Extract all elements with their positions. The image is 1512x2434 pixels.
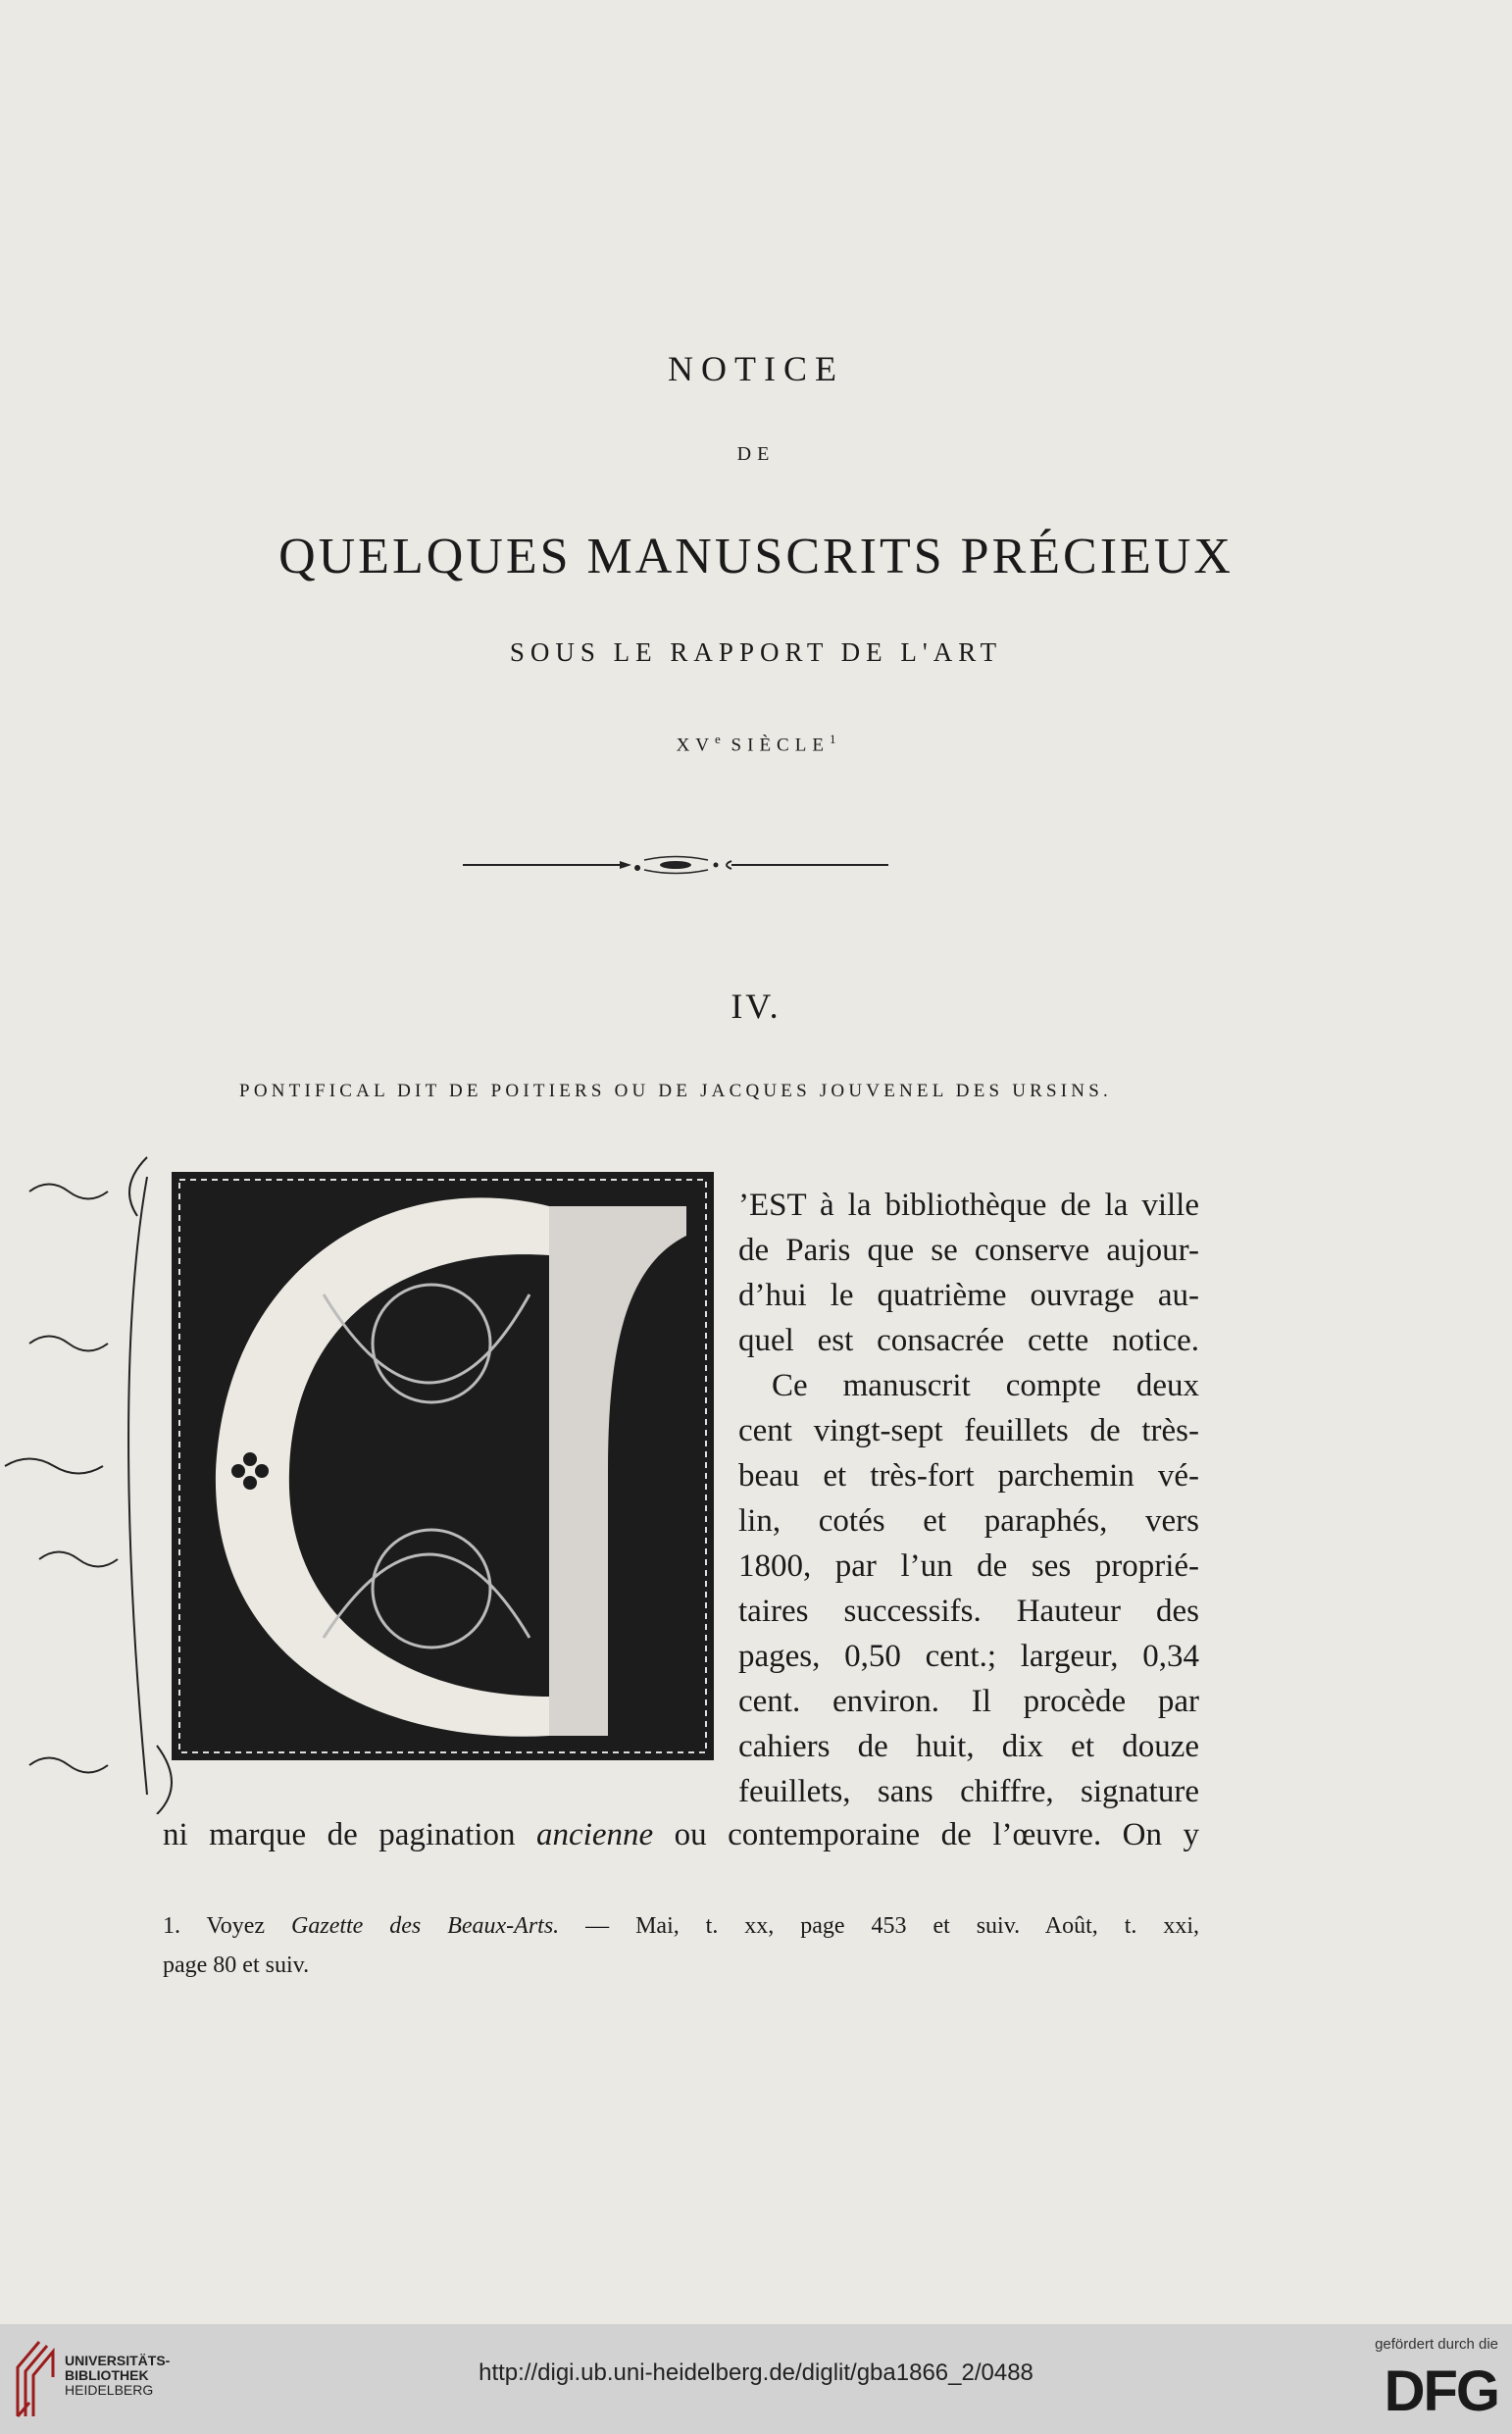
body-line: Ce manuscrit compte deux xyxy=(772,1368,1199,1403)
section-number: IV. xyxy=(731,987,781,1026)
footer-bar xyxy=(0,2324,1512,2434)
body-line: cent. environ. Il procède par xyxy=(738,1684,1199,1719)
body-line: pages, 0,50 cent.; largeur, 0,34 xyxy=(738,1639,1199,1674)
body-line: cahiers de huit, dix et douze xyxy=(738,1729,1199,1764)
text: 1. Voyez xyxy=(163,1913,292,1939)
library-line1: UNIVERSITÄTS- xyxy=(65,2353,171,2368)
century-sup: e xyxy=(715,732,721,746)
body-line: lin, cotés et paraphés, vers xyxy=(738,1503,1199,1539)
body-line: feuillets, sans chiffre, signature xyxy=(738,1774,1199,1809)
illuminated-initial-c xyxy=(0,1147,721,1814)
body-line-last xyxy=(163,1812,1199,1857)
body-line: quel est consacrée cette notice. xyxy=(738,1323,1199,1358)
footnote xyxy=(163,1906,1199,1946)
body-line: d’hui le quatrième ouvrage au- xyxy=(738,1278,1199,1313)
section-heading: PONTIFICAL DIT DE POITIERS OU DE JACQUES JOUVENEL DES URSINS. xyxy=(239,1081,1112,1101)
footnote-ref[interactable]: 1 xyxy=(829,732,836,746)
century-line xyxy=(0,732,1512,756)
library-line3: HEIDELBERG xyxy=(65,2382,154,2398)
century: XV xyxy=(676,735,716,756)
body-line: de Paris que se conserve aujour- xyxy=(738,1233,1199,1268)
body-line: beau et très-fort parchemin vé- xyxy=(738,1458,1199,1494)
siecle: SIÈCLE xyxy=(731,735,830,756)
page-title: QUELQUES MANUSCRITS PRÉCIEUX xyxy=(278,529,1234,584)
heading-notice: NOTICE xyxy=(668,349,844,388)
text: ou contemporaine de l’œuvre. On y xyxy=(653,1817,1200,1852)
ornamental-rule xyxy=(463,851,888,879)
body-line: ’EST à la bibliothèque de la ville xyxy=(738,1188,1199,1223)
text-italic: Gazette des Beaux-Arts. xyxy=(291,1913,560,1939)
body-line: cent vingt-sept feuillets de très- xyxy=(738,1413,1199,1448)
body-line: 1800, par l’un de ses proprié- xyxy=(738,1548,1199,1584)
permalink-url[interactable]: http://digi.ub.uni-heidelberg.de/diglit/gba1866_2/0488 xyxy=(479,2359,1033,2386)
text: ni marque de pagination xyxy=(163,1817,537,1852)
library-line2: BIBLIOTHEK xyxy=(65,2367,149,2383)
text: — Mai, t. xx, page 453 et suiv. Août, t. xxi, xyxy=(559,1913,1200,1939)
text-italic: ancienne xyxy=(536,1817,654,1852)
page-subtitle: SOUS LE RAPPORT DE L'ART xyxy=(509,637,1003,667)
heading-de: DE xyxy=(736,443,776,465)
dfg-logo[interactable]: DFG xyxy=(1384,2359,1498,2423)
footnote-line2: page 80 et suiv. xyxy=(163,1952,310,1978)
body-line: taires successifs. Hauteur des xyxy=(738,1594,1199,1629)
funded-by-label: gefördert durch die xyxy=(1375,2336,1498,2353)
